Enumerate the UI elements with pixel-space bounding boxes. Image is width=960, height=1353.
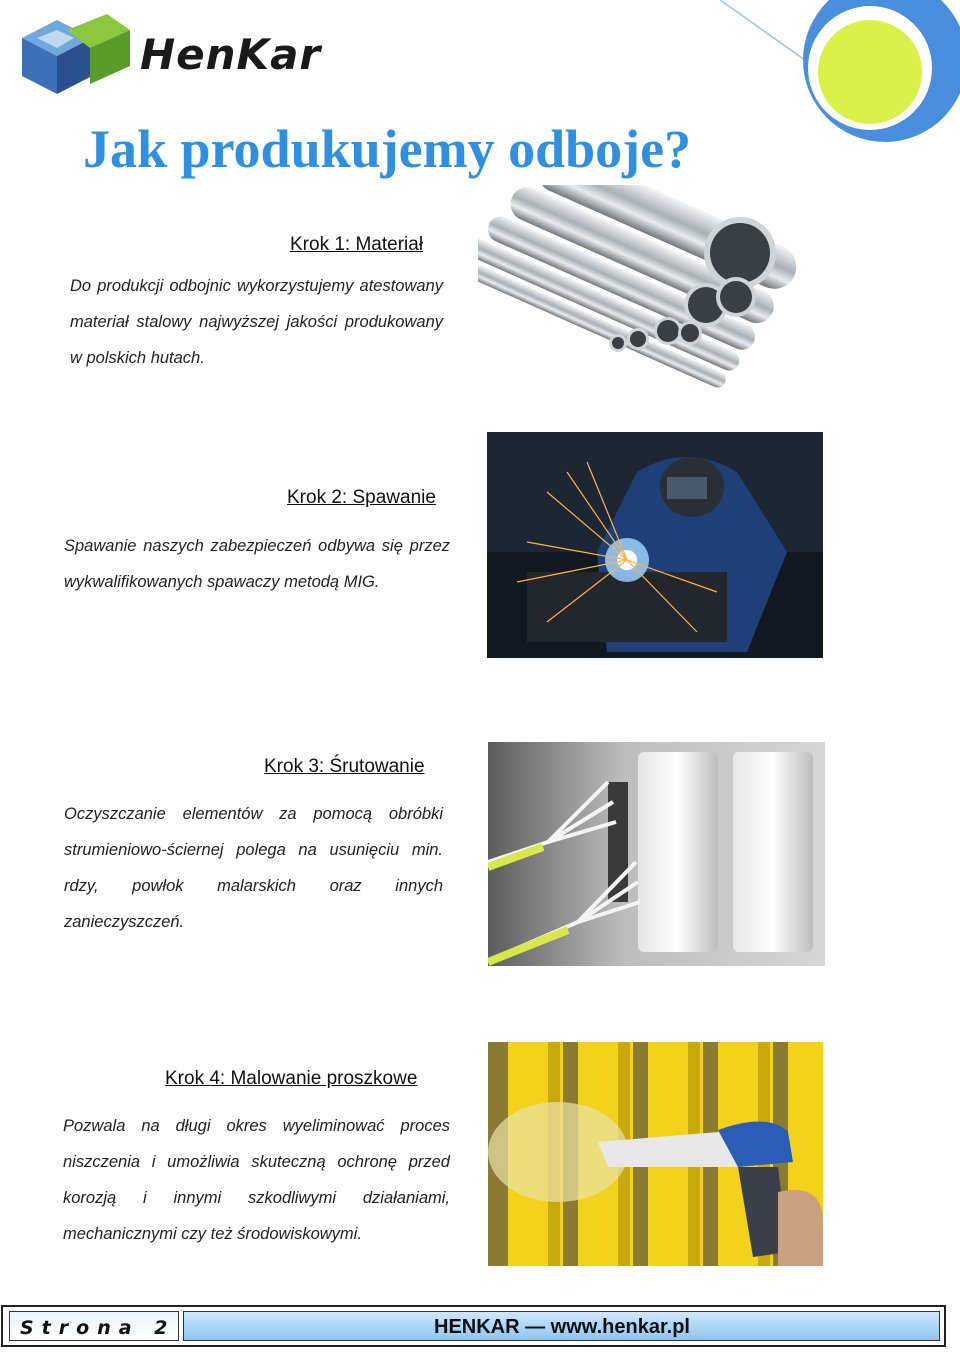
step-3-heading: Krok 3: Śrutowanie — [264, 756, 425, 777]
page-number-label: Strona 2 — [20, 1317, 176, 1339]
welding-photo — [487, 432, 823, 658]
step-2-text: Spawanie naszych zabezpieczeń odbywa się przez wykwalifikowanych spawaczy metodą MIG. — [64, 537, 450, 591]
page-title: Jak produkujemy odboje? — [83, 119, 692, 179]
step-1-text: Do produkcji odbojnic wykorzystujemy atestowany materiał stalowy najwyższej jakości produkowany w polskich hutach. — [70, 277, 443, 367]
footer-site-box — [183, 1311, 940, 1341]
page-footer — [1, 1305, 946, 1347]
powder-coating-photo — [488, 1042, 823, 1266]
step-1-heading: Krok 1: Materiał — [290, 234, 424, 255]
site-link[interactable]: HENKAR — www.henkar.pl — [434, 1316, 690, 1338]
henkar-logo-icon — [12, 8, 132, 98]
circle-decoration-icon — [720, 0, 960, 150]
step-3-text: Oczyszczanie elementów za pomocą obróbki strumieniowo-ściernej polega na usunięciu min. rdzy, powłok malarskich oraz innych zanieczyszczeń. — [64, 805, 443, 931]
step-2-heading: Krok 2: Spawanie — [287, 487, 436, 508]
footer-page-box — [9, 1311, 179, 1341]
step-4-heading: Krok 4: Malowanie proszkowe — [165, 1068, 418, 1089]
steel-pipes-photo — [478, 185, 818, 390]
brand-name: HenKar — [140, 30, 322, 79]
blasting-booth-photo — [488, 742, 825, 966]
step-4-text: Pozwala na długi okres wyeliminować proces niszczenia i umożliwia skuteczną ochronę przed korozją i innymi szkodliwymi działaniami, mechanicznymi czy też środowiskowymi. — [63, 1117, 450, 1243]
